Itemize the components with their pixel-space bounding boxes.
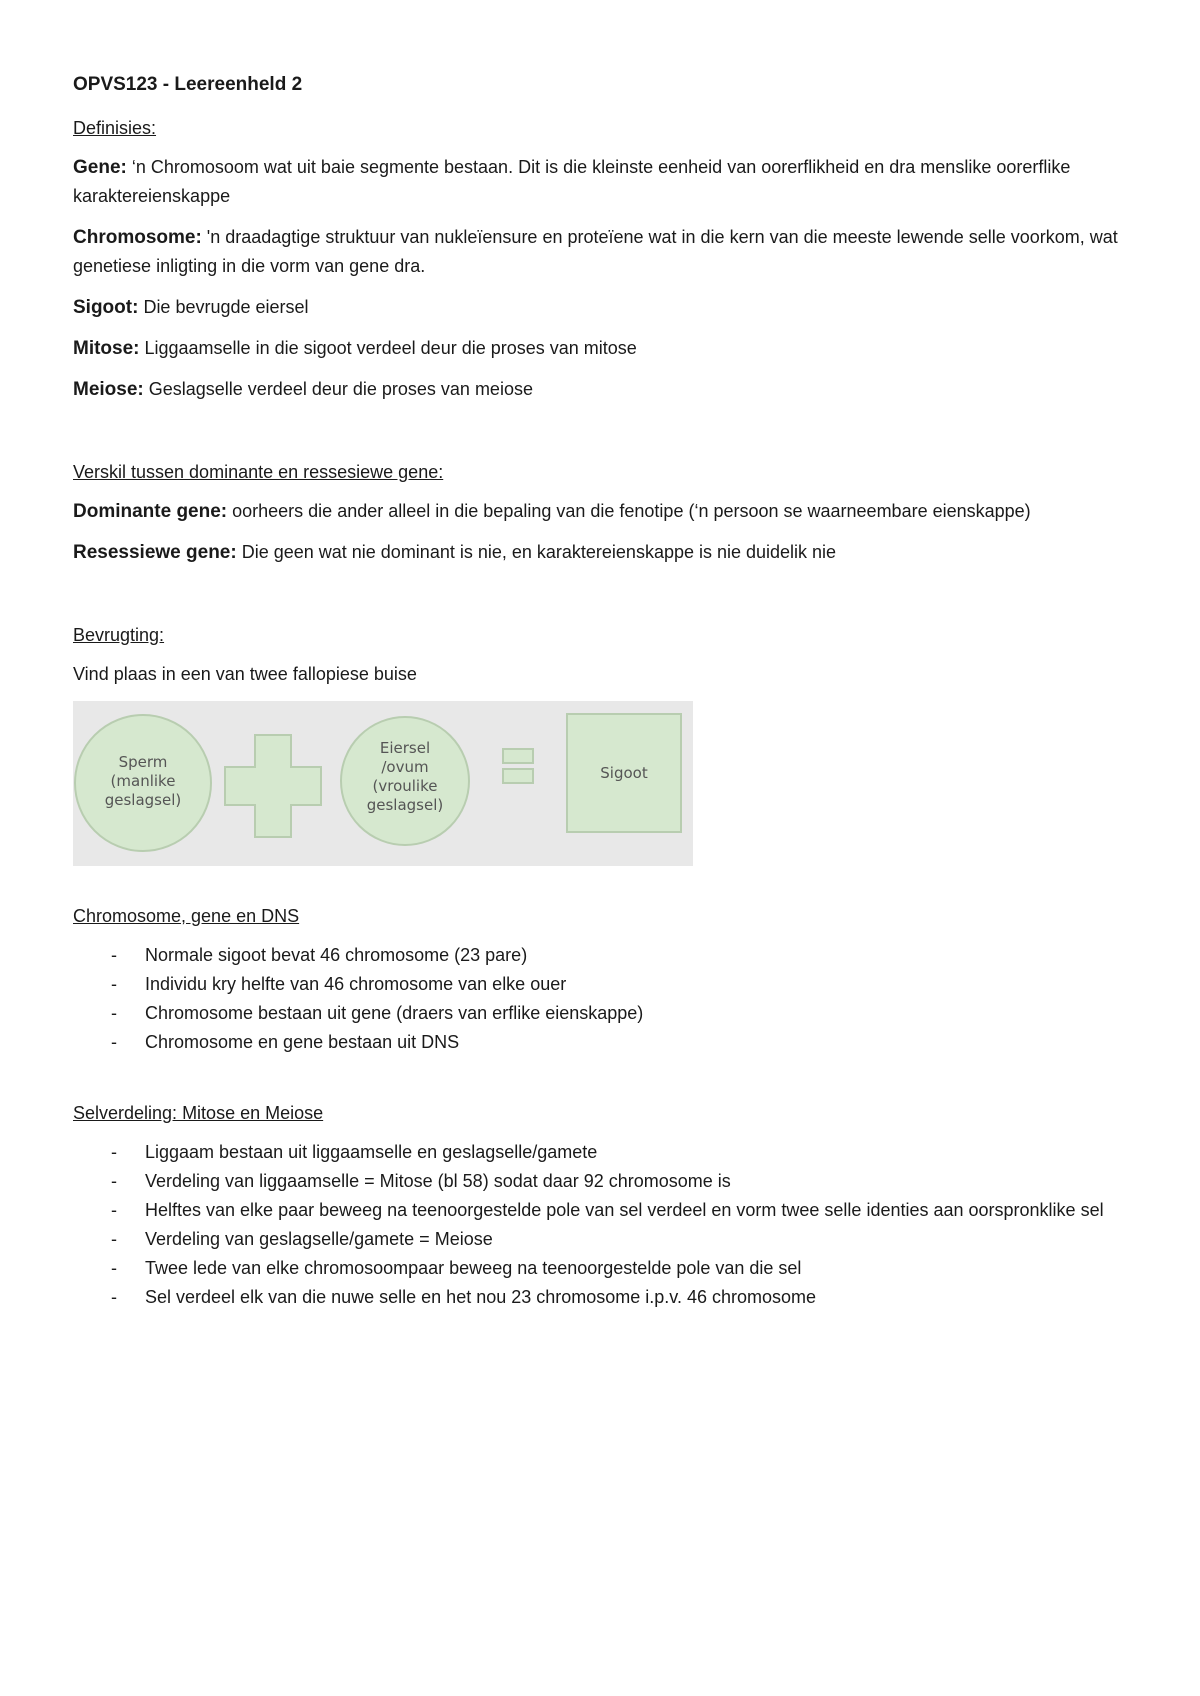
sperm-label-line: geslagsel) xyxy=(104,791,182,809)
definition-term: Gene: xyxy=(73,157,127,178)
definition-text: Die geen wat nie dominant is nie, en karaktereienskappe is nie duidelik nie xyxy=(236,542,837,562)
definition-text: oorheers die ander alleel in die bepaling van die fenotipe (‘n persoon se waarneembare eienskappe) xyxy=(227,501,1031,521)
list-item: - Twee lede van elke chromosoompaar beweeg na teenoorgestelde pole van die sel xyxy=(73,1254,1133,1283)
chromosomes-heading: Chromosome, gene en DNS xyxy=(73,906,300,926)
definition-sigoot xyxy=(73,293,1133,322)
list-item: - Verdeling van geslagselle/gamete = Meiose xyxy=(73,1225,1133,1254)
genes-heading: Verskil tussen dominante en ressesiewe gene: xyxy=(73,462,444,482)
definition-term: Mitose: xyxy=(73,338,140,359)
definitions-heading: Definisies: xyxy=(73,118,157,138)
definition-chromosome xyxy=(73,223,1133,281)
list-item: - Liggaam bestaan uit liggaamselle en geslagselle/gamete xyxy=(73,1138,1133,1167)
recessive-gene-definition xyxy=(73,538,1133,567)
chromosomes-list xyxy=(73,941,1133,1057)
list-item: - Helftes van elke paar beweeg na teenoorgestelde pole van sel verdeel en vorm twee selle identies aan oorspronklike sel xyxy=(73,1196,1133,1225)
equals-icon-top-bar xyxy=(503,749,533,763)
document-page xyxy=(73,70,1133,1312)
definition-meiose xyxy=(73,375,1133,404)
egg-label-line: Eiersel xyxy=(379,739,431,757)
definition-text: ‘n Chromosoom wat uit baie segmente bestaan. Dit is die kleinste eenheid van oorerflikheid en dra menslike oorerflike karaktereienskappe xyxy=(73,157,1071,206)
fertilization-heading: Bevrugting: xyxy=(73,625,165,645)
sperm-label-line: (manlike xyxy=(110,772,176,790)
document-title: OPVS123 - Leereenheld 2 xyxy=(73,74,303,95)
fertilization-diagram xyxy=(73,701,693,866)
list-item: - Normale sigoot bevat 46 chromosome (23 pare) xyxy=(73,941,1133,970)
list-item: - Sel verdeel elk van die nuwe selle en het nou 23 chromosome i.p.v. 46 chromosome xyxy=(73,1283,1133,1312)
definition-term: Chromosome: xyxy=(73,227,202,248)
egg-label-line: (vroulike xyxy=(372,777,438,795)
division-list xyxy=(73,1138,1133,1312)
dominant-gene-definition xyxy=(73,497,1133,526)
definition-text: Die bevrugde eiersel xyxy=(138,297,309,317)
division-heading: Selverdeling: Mitose en Meiose xyxy=(73,1103,324,1123)
definition-text: Geslagselle verdeel deur die proses van meiose xyxy=(143,379,533,399)
definition-term: Dominante gene: xyxy=(73,501,228,522)
list-item: - Verdeling van liggaamselle = Mitose (bl 58) sodat daar 92 chromosome is xyxy=(73,1167,1133,1196)
definition-term: Sigoot: xyxy=(73,297,139,318)
egg-label-line: geslagsel) xyxy=(366,796,444,814)
egg-label-line: /ovum xyxy=(381,758,429,776)
definition-term: Meiose: xyxy=(73,379,144,400)
sperm-label-line: Sperm xyxy=(118,753,168,771)
definition-text: 'n draadagtige struktuur van nukleïensure en proteïene wat in die kern van die meeste lewende selle voorkom, wat genetiese inligting in die vorm van gene dra. xyxy=(73,227,1118,276)
definition-term: Resessiewe gene: xyxy=(73,542,237,563)
definition-text: Liggaamselle in die sigoot verdeel deur die proses van mitose xyxy=(139,338,637,358)
sigoot-label: Sigoot xyxy=(600,764,648,782)
definition-gene xyxy=(73,153,1133,211)
list-item: - Chromosome en gene bestaan uit DNS xyxy=(73,1028,1133,1057)
list-item: - Individu kry helfte van 46 chromosome van elke ouer xyxy=(73,970,1133,999)
equals-icon-bottom-bar xyxy=(503,769,533,783)
fertilization-text: Vind plaas in een van twee fallopiese buise xyxy=(73,664,417,684)
list-item: - Chromosome bestaan uit gene (draers van erflike eienskappe) xyxy=(73,999,1133,1028)
definition-mitose xyxy=(73,334,1133,363)
